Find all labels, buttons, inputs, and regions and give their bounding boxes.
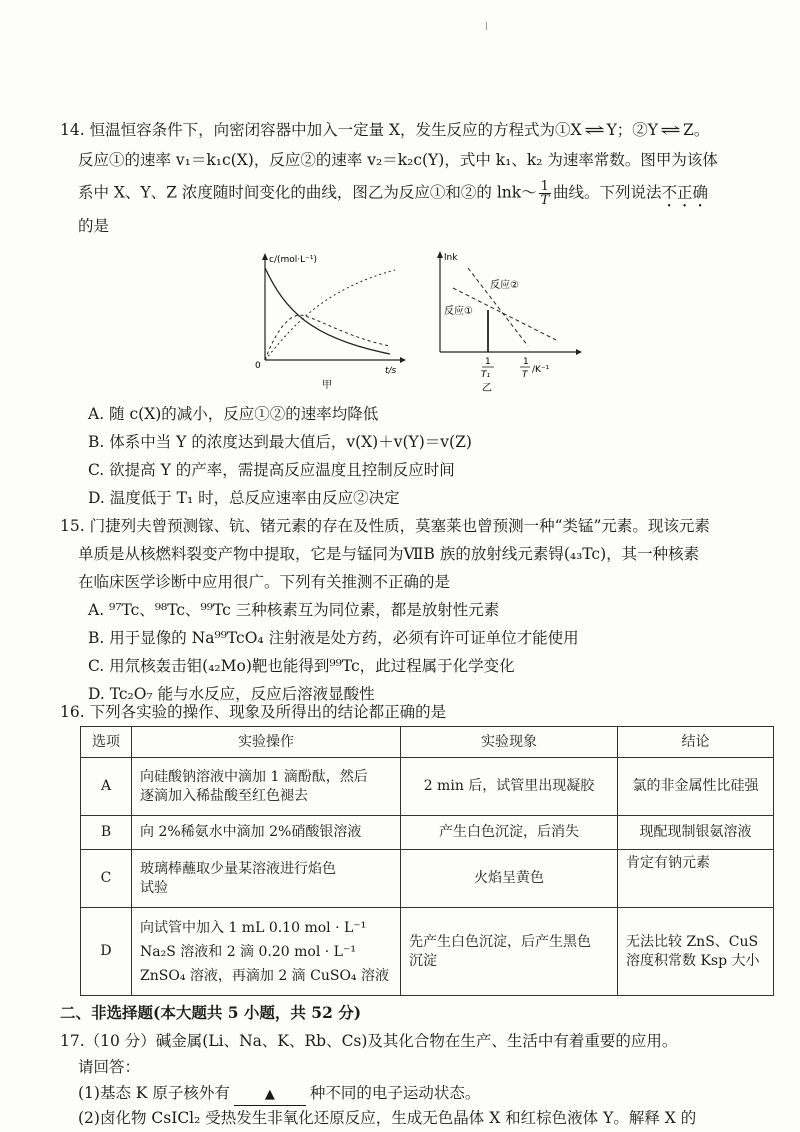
jia-caption: 甲 (322, 380, 332, 390)
row-a-operation: 向硅酸钠溶液中滴加 1 滴酚酞，然后 逐滴加入稀盐酸至红色褪去 (132, 758, 401, 816)
yi-ylabel: lnk (444, 253, 458, 263)
q14-option-d: D. 温度低于 T₁ 时，总反应速率由反应②决定 (88, 489, 400, 507)
label-reaction-2: 反应② (490, 280, 519, 291)
row-d-conclusion: 无法比较 ZnS、CuS 溶度积常数 Ksp 大小 (618, 908, 774, 996)
row-a-phenomenon: 2 min 后，试管里出现凝胶 (401, 758, 618, 816)
inverse-t-fraction: $\frac{1}{T}$ (540, 179, 550, 208)
row-a-option: A (81, 758, 132, 816)
q15-line1: 15. 门捷列夫曾预测镓、钪、锗元素的存在及性质，莫塞莱也曾预测一种“类锰”元素。现该元素 (60, 517, 710, 535)
row-a-conclusion: 氯的非金属性比硅强 (618, 758, 774, 816)
q14-option-b: B. 体系中当 Y 的浓度达到最大值后，v(X)＋v(Y)＝v(Z) (88, 433, 472, 451)
t1-tick-num: 1 (485, 357, 491, 367)
row-d-operation: 向试管中加入 1 mL 0.10 mol · L⁻¹ Na₂S 溶液和 2 滴 0.20 mol · L⁻¹ ZnSO₄ 溶液，再滴加 2 滴 CuSO₄ 溶液 (132, 908, 401, 996)
table-row (81, 908, 774, 996)
table-row (81, 816, 774, 850)
page-mark (486, 22, 487, 30)
row-c-option: C (81, 850, 132, 908)
jia-origin: 0 (255, 361, 261, 371)
header-conclusion: 结论 (618, 727, 774, 758)
q15-line3: 在临床医学诊断中应用很广。下列有关推测不正确的是 (78, 573, 451, 591)
q14-option-a: A. 随 c(X)的减小，反应①②的速率均降低 (88, 405, 379, 423)
q16-stem: 16. 下列各实验的操作、现象及所得出的结论都正确的是 (60, 703, 447, 721)
q17-prompt: 请回答： (78, 1058, 141, 1076)
figure-jia-concentration-time (250, 250, 410, 390)
jia-y-arrow (262, 253, 268, 260)
q15-option-a: A. ⁹⁷Tc、⁹⁸Tc、⁹⁹Tc 三种核素互为同位素，都是放射性元素 (88, 601, 500, 619)
row-d-option: D (81, 908, 132, 996)
jia-xlabel: t/s (385, 366, 397, 376)
q14-line2: 反应①的速率 v₁＝k₁c(X)，反应②的速率 v₂＝k₂c(Y)，式中 k₁、k₂ 为速率常数。图甲为该体 (78, 151, 718, 169)
section-2-title: 二、非选择题(本大题共 5 小题，共 52 分) (60, 1003, 362, 1022)
q15-line2: 单质是从核燃料裂变产物中提取，它是与锰同为ⅦB 族的放射线元素锝(₄₃Tc)，其一种核素 (78, 545, 700, 563)
header-option: 选项 (81, 727, 132, 758)
blank-triangle-icon: ▲ (264, 1087, 275, 1102)
q14-line3: 系中 X、Y、Z 浓度随时间变化的曲线，图乙为反应①和②的 lnk～ $\frac{1}{T}$ 曲线。下列说法不正确 (78, 179, 708, 208)
yi-xlabel-num: 1 (523, 357, 529, 367)
figure-yi-lnk-inverse-t (428, 248, 588, 398)
row-b-option: B (81, 816, 132, 850)
yi-xlabel-unit: /K⁻¹ (532, 365, 550, 375)
q14-line1: 14. 恒温恒容条件下，向密闭容器中加入一定量 X，发生反应的方程式为①X ⇌ Y；②Y ⇌ Z。 (60, 121, 710, 139)
row-c-phenomenon: 火焰呈黄色 (401, 850, 618, 908)
equilibrium-arrow-1: ⇌ (583, 121, 605, 139)
q15-option-b: B. 用于显像的 Na⁹⁹TcO₄ 注射液是处方药，必须有许可证单位才能使用 (88, 629, 579, 647)
curve-z (265, 270, 395, 360)
header-operation: 实验操作 (132, 727, 401, 758)
equilibrium-arrow-2: ⇌ (660, 121, 681, 139)
q15-option-d: D. Tc₂O₇ 能与水反应，反应后溶液显酸性 (88, 685, 375, 703)
yi-xlabel-den: T (522, 370, 528, 380)
q17-line1: 17.（10 分）碱金属(Li、Na、K、Rb、Cs)及其化合物在生产、生活中有着重要的应用。 (60, 1032, 678, 1050)
answer-blank[interactable] (234, 1083, 306, 1106)
table-row (81, 758, 774, 816)
header-phenomenon: 实验现象 (401, 727, 618, 758)
label-reaction-1: 反应① (444, 306, 473, 317)
q17-sub1: (1)基态 K 原子核外有 ▲ 种不同的电子运动状态。 (78, 1083, 480, 1106)
curve-x (265, 268, 390, 354)
table-row (81, 850, 774, 908)
row-c-operation: 玻璃棒蘸取少量某溶液进行焰色 试验 (132, 850, 401, 908)
jia-x-arrow (400, 357, 406, 363)
row-b-operation: 向 2%稀氨水中滴加 2%硝酸银溶液 (132, 816, 401, 850)
experiment-table (80, 726, 774, 996)
jia-ylabel: c/(mol·L⁻¹) (269, 255, 318, 265)
emphasis-not-correct: 不正确 (661, 183, 708, 202)
q14-option-c: C. 欲提高 Y 的产率，需提高反应温度且控制反应时间 (88, 461, 455, 479)
q14-line4: 的是 (78, 217, 110, 235)
curve-y (265, 315, 390, 360)
q15-option-c: C. 用氘核轰击钼(₄₂Mo)靶也能得到⁹⁹Tc，此过程属于化学变化 (88, 657, 515, 675)
row-b-phenomenon: 产生白色沉淀，后消失 (401, 816, 618, 850)
row-d-phenomenon: 先产生白色沉淀，后产生黑色 沉淀 (401, 908, 618, 996)
q17-sub2: (2)卤化物 CsICl₂ 受热发生非氧化还原反应，生成无色晶体 X 和红棕色液体 Y。解释 X 的 (78, 1109, 697, 1127)
yi-x-arrow (576, 349, 582, 355)
row-b-conclusion: 现配现制银氨溶液 (618, 816, 774, 850)
row-c-conclusion: 肯定有钠元素 (618, 850, 774, 908)
yi-y-arrow (437, 251, 443, 258)
yi-caption: 乙 (482, 383, 492, 394)
t1-tick-den: T₁ (481, 370, 491, 380)
table-header-row (81, 727, 774, 758)
